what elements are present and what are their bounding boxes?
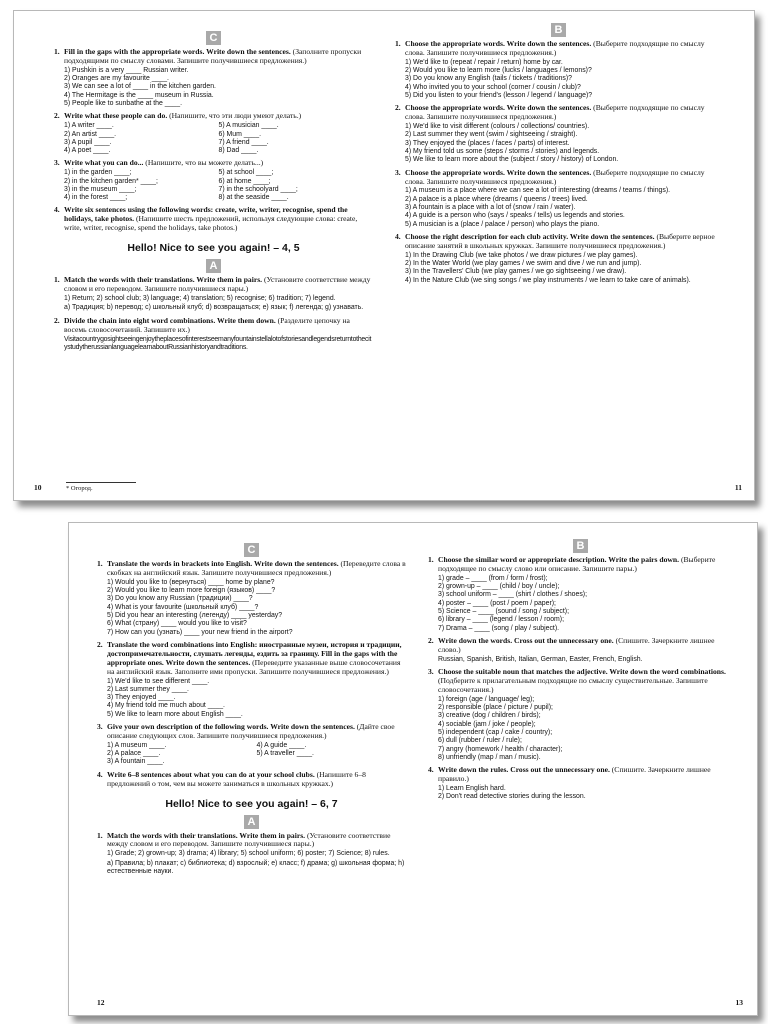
exercise-item: 1) A museum ____. <box>107 741 167 749</box>
exercise-instruction <box>54 112 373 121</box>
page-11 <box>381 11 755 500</box>
exercise-word-list: Russian, Spanish, British, Italian, German, Easter, French, English. <box>438 655 643 663</box>
instruction-russian: (Разделите цепочку на восемь словосочетаний. Запишите их.) <box>64 315 350 334</box>
exercise-item: 2) in the kitchen garden* ____; <box>64 177 158 185</box>
page-10 <box>14 11 381 500</box>
instruction-russian: (Спишите. Зачеркните лишнее правило.) <box>438 765 711 784</box>
exercise-instruction <box>428 556 733 574</box>
section-badge-c: C <box>244 543 259 557</box>
exercise-item: 3) school uniform – ____ (shirt / clothes / shoes); <box>438 591 587 599</box>
page-12 <box>69 523 414 1015</box>
page-number: 13 <box>735 998 743 1007</box>
exercise-item: 1) We'd like to see different ____. <box>107 677 210 685</box>
exercise-item: 2) An artist ____. <box>64 130 117 138</box>
instruction-russian: (Установите соответствие между словом и его переводом. Запишите получившиеся пары.) <box>107 830 391 849</box>
instruction-russian: (Выберите подходящие по смыслу слова. Запишите получившиеся предложения.) <box>405 167 705 186</box>
exercise <box>54 112 373 155</box>
exercise-number: 1. <box>428 555 434 564</box>
book-spread-pages-12-13 <box>68 522 758 1016</box>
exercise-number: 2. <box>54 315 60 325</box>
exercise-item: 2) Oranges are my favourite ____. <box>64 75 169 83</box>
exercise-item: 5) at school ____; <box>218 169 274 177</box>
exercise-item: 1) Pushkin is a very ____ Russian writer. <box>64 66 189 74</box>
exercise-instruction <box>97 641 406 677</box>
exercise-item: 3) We can see a lot of ____ in the kitchen garden. <box>64 83 216 91</box>
exercise <box>428 556 733 633</box>
exercise-item: 3) A fountain ____. <box>107 758 165 766</box>
exercise-number: 2. <box>97 639 103 649</box>
exercise-instruction <box>428 637 733 655</box>
exercise-item: 6) What (страну) ____ would you like to visit? <box>107 620 247 628</box>
exercise-items-grid <box>64 122 373 155</box>
exercise <box>54 159 373 202</box>
exercise-item: 4) poster – ____ (post / poem / paper); <box>438 599 556 607</box>
instruction-russian: (Переведите слова в скобках на английский язык. Запишите получившиеся предложения.) <box>107 559 406 577</box>
exercise-word-list: 1) Return; 2) school club; 3) language; 4) translation; 5) recognise; 6) tradition; 7) legend. <box>64 295 336 303</box>
instruction-english: Fill in the gaps with the appropriate words. Write down the sentences. <box>64 47 291 56</box>
exercise-item: 5) A musician ____. <box>218 122 279 130</box>
instruction-russian: (Подберите к прилагательным подходящие по смыслу существительные. Запишите словосочетания.) <box>438 676 708 694</box>
exercise-item: 6) at home ____; <box>218 177 271 185</box>
exercise-item: 5) Science – ____ (sound / song / subject); <box>438 608 569 615</box>
exercise-item: 5) Did you hear an interesting (легенду) ____ yesterday? <box>107 612 283 619</box>
exercise-number: 1. <box>54 275 60 285</box>
section-badge-b: B <box>573 539 588 553</box>
exercise-item: 1) We'd like to (repeat / repair / return) home by car. <box>405 58 563 66</box>
exercise-items-grid <box>107 742 406 767</box>
exercise-item: 3) A pupil ____. <box>64 138 112 146</box>
exercise-item: 2) responsible (place / picture / pupil); <box>438 704 553 712</box>
exercise-item: 1) We'd like to visit different (colours / collections/ countries). <box>405 123 590 131</box>
exercise-number: 3. <box>395 167 401 177</box>
instruction-russian: (Дайте свое описание следующих слов. Запишите получившиеся предложения.) <box>107 722 395 740</box>
instruction-english: Write 6–8 sentences about what you can do at your school clubs. <box>107 769 315 779</box>
instruction-english: Match the words with their translations. Write them in pairs. <box>107 830 306 840</box>
exercise-item: 3) Do you know any Russian (традиции) ____? <box>107 595 253 603</box>
exercise-item: 4) What is your favourite (школьный клуб) ____? <box>107 603 259 611</box>
instruction-russian: (Напишите шесть предложений, используя следующие слова: create, write, writer, recognise, spend the holidays, take photos.) <box>64 214 358 233</box>
exercise-item: 4) A guide is a person who (says / speaks / tells) us legends and stories. <box>405 212 625 220</box>
exercise-items <box>107 678 406 719</box>
exercise-item: 1) Would you like to (вернуться) ____ home by plane? <box>107 578 275 586</box>
exercise-number: 2. <box>428 635 434 645</box>
exercise-item: 2) Don't read detective stories during the lesson. <box>438 793 586 801</box>
exercise <box>395 104 722 164</box>
exercise-item: 8) at the seaside ____. <box>218 194 289 202</box>
exercise-item: 1) A museum is a place where we can see a lot of interesting (dreams / teams / things). <box>405 187 671 195</box>
exercise <box>54 48 373 108</box>
exercise-item: 8) Dad ____. <box>218 147 259 155</box>
instruction-english: Choose the suitable noun that matches the adjective. Write down the word combinations. <box>438 667 726 677</box>
exercise-item: 4) My friend told us some (steps / storms / stories) and legends. <box>405 148 600 155</box>
instruction-english: Choose the right description for each club activity. Write down the sentences. <box>405 231 655 241</box>
exercise-item: 7) How can you (узнать) ____ your new friend in the airport? <box>107 628 293 636</box>
exercise-instruction <box>54 159 373 168</box>
section-badge-b: B <box>551 23 566 37</box>
exercise-item: 2) grown-up – ____ (child / boy / uncle); <box>438 583 560 591</box>
exercise-instruction <box>97 771 406 789</box>
section-badge-c: C <box>206 31 221 45</box>
exercise-instruction <box>54 317 373 335</box>
exercise-items <box>438 696 733 762</box>
exercise-instruction <box>54 48 373 66</box>
exercise <box>97 832 406 877</box>
exercise-item: 4) A poet ____. <box>64 147 111 155</box>
exercise-item: 4) Who invited you to your school (corner / cousin / club)? <box>405 83 581 91</box>
exercise-item: 3) Do you know any English (tails / tickets / traditions)? <box>405 75 572 83</box>
exercise-items <box>438 575 733 633</box>
exercise <box>97 641 406 719</box>
exercise-items <box>405 187 722 228</box>
instruction-english: Write what you can do... <box>64 158 144 168</box>
exercise-instruction <box>97 560 406 578</box>
instruction-english: Give your own description of the following words. Write down the sentences. <box>107 722 355 731</box>
instruction-english: Match the words with their translations. Write them in pairs. <box>64 275 263 285</box>
exercise-item <box>257 758 407 766</box>
instruction-russian: (Заполните пропуски подходящими по смыслу словами. Запишите получившиеся предложения.) <box>64 47 362 65</box>
exercise-item: 1) A writer ____. <box>64 122 114 130</box>
exercise-number: 2. <box>54 111 60 121</box>
exercise-item: 5) We like to learn more about the (subject / story / history) of London. <box>405 156 619 164</box>
exercise-item: 2) Last summer they went (swim / sightseeing / straight). <box>405 131 578 139</box>
section-badge-a: A <box>244 815 259 829</box>
instruction-english: Write down the words. Cross out the unnecessary one. <box>438 635 614 645</box>
instruction-english: Choose the appropriate words. Write down the sentences. <box>405 167 592 177</box>
exercise-item: 1) Learn English hard. <box>438 785 506 793</box>
page-number: 12 <box>97 998 105 1007</box>
instruction-english: Choose the similar word or appropriate description. Write the pairs down. <box>438 555 680 564</box>
exercise-item: 6) Mum ____. <box>218 130 262 138</box>
exercise-instruction <box>428 668 733 695</box>
exercise-items-grid <box>64 169 373 202</box>
exercise-item: 1) in the garden ____; <box>64 169 132 177</box>
instruction-english: Divide the chain into eight word combinations. Write them down. <box>64 315 276 325</box>
exercise-item: 2) Last summer they ____. <box>107 685 189 693</box>
instruction-russian: (Напишите, что вы можете делать...) <box>145 158 264 168</box>
exercise-item: 3) A fountain is a place with a lot of (snow / rain / water). <box>405 204 576 211</box>
instruction-russian: (Напишите 6–8 предложений о том, чем вы можете заниматься в школьных кружках.) <box>107 769 366 788</box>
instruction-english: Translate the words in brackets into English. Write down the sentences. <box>107 559 339 568</box>
exercise-item: 4) The Hermitage is the ____ museum in Russia. <box>64 91 214 99</box>
exercise-item: 3) They enjoyed the (places / faces / parts) of interest. <box>405 139 570 147</box>
lesson-title: Hello! Nice to see you again! – 4, 5 <box>127 242 300 255</box>
instruction-english: Choose the appropriate words. Write down the sentences. <box>405 39 592 48</box>
exercise-item: 5) People like to sunbathe at the ____. <box>64 100 182 107</box>
exercise-item: 2) Would you like to learn more foreign (языков) ____? <box>107 587 276 595</box>
exercise <box>54 276 373 313</box>
exercise-items <box>405 252 722 285</box>
exercise-item: 2) Would you like to learn more (lucks / languages / lemons)? <box>405 67 592 75</box>
exercise-number: 4. <box>395 231 401 241</box>
exercise-instruction <box>54 206 373 233</box>
exercise-item: 7) angry (homework / health / character); <box>438 745 563 753</box>
exercise-number: 2. <box>395 103 401 113</box>
exercise-items <box>64 67 373 108</box>
exercise-instruction <box>97 832 406 850</box>
exercise-item: 3) in the museum ____; <box>64 185 137 193</box>
exercise-instruction <box>395 40 722 58</box>
exercise-item: 5) We like to learn more about English ____. <box>107 710 243 718</box>
exercise-item: 5) independent (cap / cake / country); <box>438 729 553 737</box>
exercise-item: 6) library – ____ (legend / lesson / room); <box>438 616 565 624</box>
exercise-item: 2) A palace is a place where (dreams / queens / trees) lived. <box>405 195 588 203</box>
exercise-instruction <box>395 233 722 251</box>
exercise-item: 7) Drama – ____ (song / play / subject). <box>438 624 560 632</box>
exercise-item: 2) A palace ____. <box>107 750 161 758</box>
instruction-english: Write what these people can do. <box>64 111 168 121</box>
instruction-russian: (Переведите указанные выше словосочетания на английский язык. Заполните ими пропуски. Запишите получившиеся предложения.) <box>107 657 401 676</box>
exercise-number: 4. <box>428 765 434 775</box>
exercise-item: 1) In the Drawing Club (we take photos / we draw pictures / we play games). <box>405 251 638 259</box>
exercise-item: 3) creative (dog / children / birds); <box>438 712 541 720</box>
exercise-number: 3. <box>428 667 434 677</box>
exercise <box>428 766 733 801</box>
section-badge-a: A <box>206 259 221 273</box>
exercise-number: 3. <box>97 722 103 731</box>
exercise-number: 1. <box>395 39 401 48</box>
instruction-russian: (Выберите подходящие по смыслу слова. Запишите получившиеся предложения.) <box>405 103 705 122</box>
exercise-translation-list: a) Правила; b) плакат; c) библиотека; d) взрослый; e) класс; f) драма; g) школьная форма; h) естественные науки. <box>107 859 405 876</box>
exercise-translation-list: a) Традиция; b) перевод; c) школьный клуб; d) возвращаться; e) язык; f) легенда; g) узнавать. <box>64 304 364 312</box>
exercise-number: 1. <box>54 47 60 56</box>
instruction-english: Choose the appropriate words. Write down the sentences. <box>405 103 592 113</box>
exercise <box>97 723 406 767</box>
exercise-number: 3. <box>54 158 60 168</box>
lesson-title: Hello! Nice to see you again! – 6, 7 <box>165 797 338 810</box>
page-number: 11 <box>734 483 742 492</box>
exercise <box>54 206 373 233</box>
instruction-russian: (Выберите подходящие по смыслу слова. Запишите получившиеся предложения.) <box>405 39 705 57</box>
footnote: * Огород. <box>66 485 93 492</box>
instruction-russian: (Установите соответствие между словом и его переводом. Запишите получившиеся пары.) <box>64 275 371 294</box>
exercise-item: 5) A traveller ____. <box>256 750 314 758</box>
exercise-item: 1) grade – ____ (from / form / frost); <box>438 574 548 582</box>
exercise-number: 1. <box>97 559 103 568</box>
exercise-item: 5) A musician is a (place / palace / person) who plays the piano. <box>405 220 600 228</box>
instruction-english: Translate the word combinations into English: иностранные музеи, история и традиции, достопримечательности, слушать легенды, ездить за границу. Fill in the gaps with the appropriate ones. Write down the sentences. <box>107 639 402 667</box>
exercise-instruction <box>97 723 406 741</box>
exercise-items <box>405 59 722 100</box>
instruction-english: Write down the rules. Cross out the unnecessary one. <box>438 765 610 775</box>
exercise-item: 4) My friend told me much about ____. <box>107 702 225 710</box>
instruction-russian: (Спишите. Зачеркните лишнее слово.) <box>438 635 715 654</box>
exercise-word-list: 1) Grade; 2) grown-up; 3) drama; 4) library; 5) school uniform; 6) poster; 7) Science; 8) rules. <box>107 850 390 858</box>
exercise-instruction <box>395 104 722 122</box>
exercise <box>428 668 733 762</box>
exercise-item: 4) In the Nature Club (we sing songs / we play instruments / we learn to take care of animals). <box>405 276 691 284</box>
exercise <box>97 560 406 637</box>
exercise-item: 5) Did you listen to your friend's (lesson / legend / language)? <box>405 92 593 99</box>
exercise-item: 8) unfriendly (map / man / music). <box>438 753 541 761</box>
exercise <box>428 637 733 664</box>
exercise-item: 3) They enjoyed ____. <box>107 694 176 702</box>
instruction-english: Write six sentences using the following words: create, write, writer, recognise, spend the holidays, take photos. <box>64 205 348 224</box>
exercise-item: 6) dull (rubber / ruler / rule); <box>438 737 522 745</box>
exercise-instruction <box>428 766 733 784</box>
exercise-item: 7) A friend ____. <box>218 138 269 146</box>
page-13 <box>414 523 758 1015</box>
book-spread-pages-10-11 <box>13 10 755 501</box>
exercise-instruction <box>395 169 722 187</box>
exercise-item: 4) in the forest ____; <box>64 194 128 202</box>
instruction-russian: (Выберите верное описание занятий в школьных кружках. Запишите получившиеся предложения.) <box>405 231 715 250</box>
exercise-items <box>438 785 733 802</box>
exercise-number: 4. <box>97 769 103 779</box>
word-chain: VisitacountrygosightseeingenjoytheplacesofinterestseemanyfountainstellalotofstoriesandlegendsreturntothecitystudytherussianlanguagelearnaboutRussianhistoryandtraditions. <box>64 335 372 352</box>
exercise <box>97 771 406 789</box>
exercise-item: 3) In the Travellers' Club (we play games / we go sightseeing / we draw). <box>405 268 627 276</box>
exercise-item: 7) in the schoolyard ____; <box>218 185 298 193</box>
exercise-item: 4) sociable (jam / joke / people); <box>438 720 536 728</box>
exercise-instruction <box>54 276 373 294</box>
exercise-items <box>405 123 722 164</box>
exercise-items <box>107 579 406 637</box>
exercise <box>395 233 722 285</box>
exercise-number: 1. <box>97 830 103 840</box>
exercise-item: 1) foreign (age / language/ leg); <box>438 695 535 703</box>
exercise <box>54 317 373 353</box>
exercise-number: 4. <box>54 205 60 215</box>
exercise <box>395 169 722 229</box>
instruction-russian: (Выберите подходящее по смыслу слово или описание. Запишите пары.) <box>438 555 716 573</box>
page-number: 10 <box>34 483 42 492</box>
exercise <box>395 40 722 100</box>
exercise-item: 4) A guide ____. <box>256 741 307 749</box>
exercise-item: 2) In the Water World (we play games / we swim and dive / we run and jump). <box>405 260 642 267</box>
instruction-russian: (Напишите, что эти люди умеют делать.) <box>169 111 302 121</box>
